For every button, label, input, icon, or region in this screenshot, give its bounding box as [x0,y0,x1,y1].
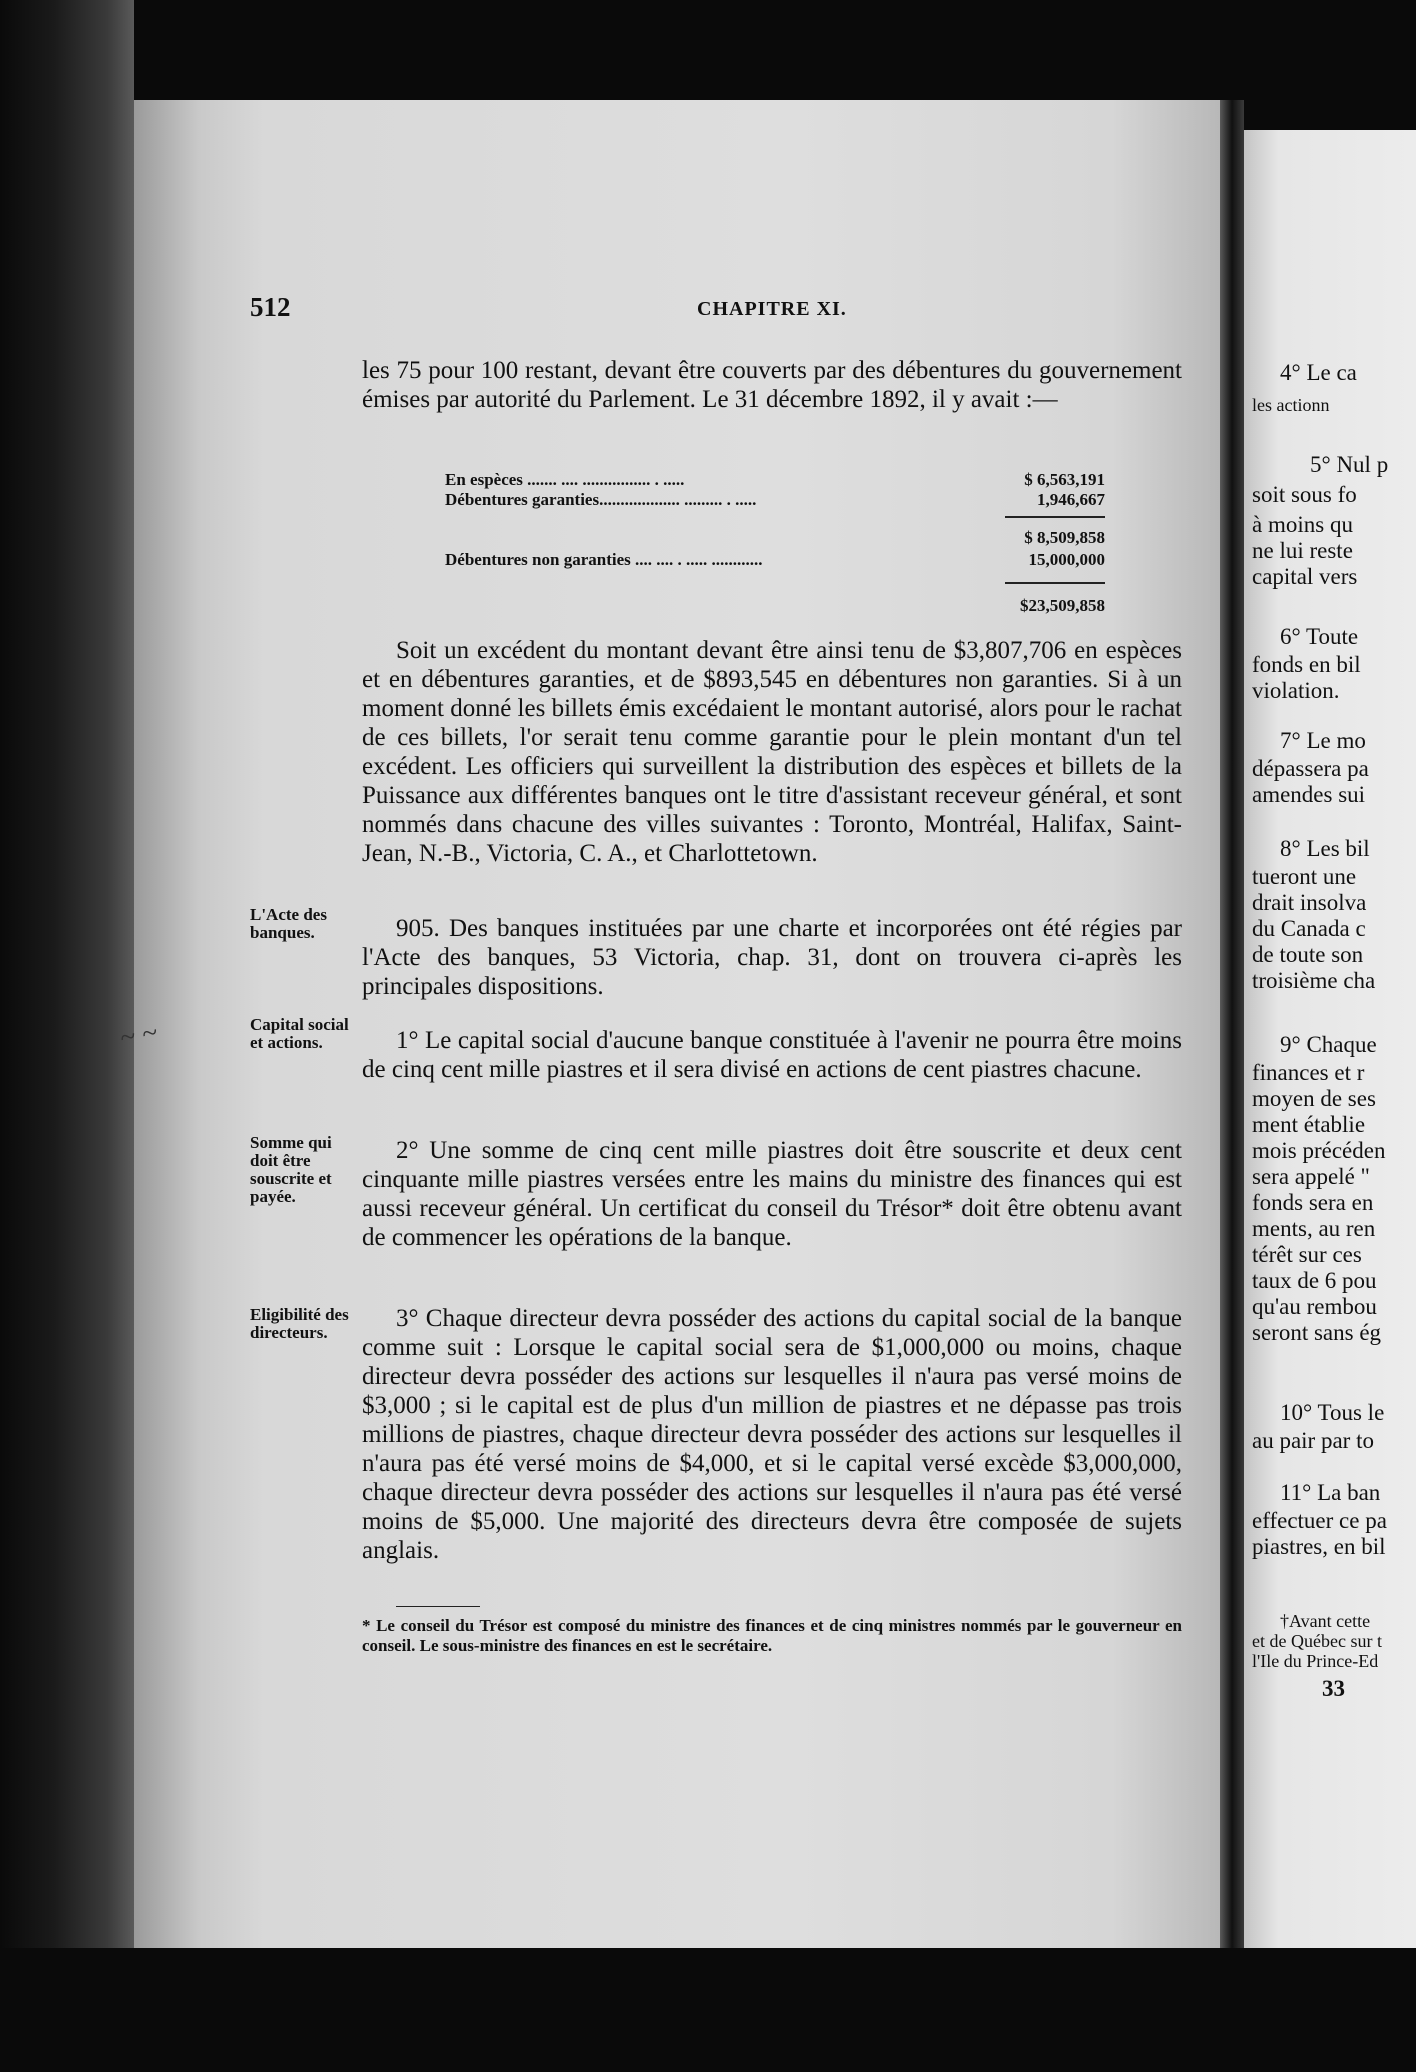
right-line: les actionn [1252,395,1330,415]
margin-note: Eligibilité des directeurs. [250,1305,349,1342]
table-label: Débentures garanties................... ......... . ..... [445,490,757,509]
section-paragraph: 905. Des banques instituées par une charte et incorporées ont été régies par l'Acte des banques, 53 Victoria, chap. 31, dont on trouvera ci-après les principales dispositions. [362,915,1182,1000]
right-line: et de Québec sur t [1252,1631,1382,1651]
table-row [445,550,1105,570]
pencil-mark: ~ ~ [117,1017,160,1055]
right-line: taux de 6 pou [1252,1268,1377,1293]
right-line: soit sous fo [1252,482,1357,507]
right-line: capital vers [1252,564,1358,589]
right-line: 6° Toute [1280,624,1359,649]
table-value: $ 8,509,858 [1024,528,1105,547]
table-row [445,528,1105,548]
right-line: qu'au rembou [1252,1294,1377,1319]
table-total: $23,509,858 [1020,596,1105,615]
table-label: En espèces ....... .... ................ . ..... [445,470,685,489]
table-row [445,470,1105,490]
right-line: seront sans ég [1252,1320,1382,1345]
section-paragraph: 1° Le capital social d'aucune banque constituée à l'avenir ne pourra être moins de cinq cent mille piastres et il sera divisé en actions de cent piastres chacune. [362,1027,1182,1083]
scan-left-edge [0,0,134,2072]
right-line: 7° Le mo [1280,728,1366,753]
table-row [445,596,1105,616]
right-line: ne lui reste [1252,538,1353,563]
right-line: à moins qu [1252,512,1353,537]
footnote: * Le conseil du Trésor est composé du ministre des finances et de cinq ministres nommés par le gouverneur en conseil. Le sous-ministre des finances en est le secrétaire. [362,1616,1182,1655]
table-row [445,490,1105,510]
footnote-rule [396,1606,480,1607]
right-line: mois précéden [1252,1138,1386,1163]
right-line: effectuer ce pa [1252,1508,1387,1533]
excedent-paragraph: Soit un excédent du montant devant être ainsi tenu de $3,807,706 en espèces et en débentures garanties, et de $893,545 en débentures non garanties. Si à un moment donné les billets émis excédaient le montant autorisé, alors pour le rachat de ces billets, l'or serait tenu comme garantie pour le plein montant d'un tel excédent. Les officiers qui surveillent la distribution des espèces et billets de la Puissance aux différentes banques ont le titre d'assistant receveur général, et sont nommés dans chacune des villes suivantes : Toronto, Montréal, Halifax, Saint-Jean, N.-B., Victoria, C. A., et Charlottetown. [362,637,1182,867]
right-line: violation. [1252,678,1340,703]
margin-note: Capital social et actions. [250,1015,349,1052]
right-line: drait insolva [1252,890,1367,915]
right-line: 5° Nul p [1310,452,1389,477]
right-line: sera appelé " [1252,1164,1370,1189]
section-paragraph: 3° Chaque directeur devra posséder des actions du capital social de la banque comme suit : Lorsque le capital social sera de $1,000,000 ou moins, chaque directeur devra posséder des actions sur lesquelles il n'aura pas versé moins de $3,000 ; si le capital est de plus d'un million de piastres et ne dépasse pas trois millions de piastres, chaque directeur devra posséder des actions sur lesquelles il n'aura pas été versé moins de $4,000, et si le capital versé excède $3,000,000, chaque directeur devra posséder des actions sur lesquelles il n'aura pas été versé moins de $5,000. Une majorité des directeurs devra être composée de sujets anglais. [362,1305,1182,1564]
right-line: ment établie [1252,1112,1366,1137]
section-paragraph: 2° Une somme de cinq cent mille piastres doit être souscrite et deux cent cinquante mille piastres versées entre les mains du ministre des finances qui est aussi receveur général. Un certificat du conseil du Trésor* doit être obtenu avant de commencer les opérations de la banque. [362,1137,1182,1251]
right-line: †Avant cette [1280,1611,1371,1631]
table-label: Débentures non garanties .... .... . ..... ............ [445,550,763,569]
table-value: $ 6,563,191 [1024,470,1105,489]
margin-note: L'Acte des banques. [250,905,327,942]
right-line: piastres, en bil [1252,1534,1386,1559]
right-line: du Canada c [1252,916,1366,941]
right-line: fonds en bil [1252,652,1361,677]
sum-rule [1005,516,1105,518]
intro-paragraph: les 75 pour 100 restant, devant être couverts par des débentures du gouvernement émises par autorité du Parlement. Le 31 décembre 1892, il y avait :— [362,357,1182,413]
right-line: au pair par to [1252,1428,1374,1453]
right-line: moyen de ses [1252,1086,1376,1111]
right-line: tueront une [1252,864,1357,889]
right-page-number: 33 [1322,1676,1345,1701]
right-line: 8° Les bil [1280,836,1370,861]
right-line: 4° Le ca [1280,360,1357,385]
right-line: 10° Tous le [1280,1400,1385,1425]
right-line: amendes sui [1252,782,1366,807]
chapter-heading: CHAPITRE XI. [697,298,847,320]
table-value: 1,946,667 [1037,490,1105,509]
right-page [1244,130,1416,1948]
table-value: 15,000,000 [1028,550,1105,569]
right-line: fonds sera en [1252,1190,1374,1215]
margin-note: Somme qui doit être souscrite et payée. [250,1133,332,1206]
right-line: troisième cha [1252,968,1376,993]
right-line: ments, au ren [1252,1216,1376,1241]
right-line: 9° Chaque [1280,1032,1377,1057]
right-line: dépassera pa [1252,756,1369,781]
scan-bottom-edge [0,1948,1416,2072]
right-line: 11° La ban [1280,1480,1381,1505]
page-number: 512 [250,292,291,322]
total-rule [1005,582,1105,584]
book-gutter [1220,100,1244,1948]
right-line: térêt sur ces [1252,1242,1362,1267]
right-line: de toute son [1252,942,1364,967]
right-line: finances et r [1252,1060,1365,1085]
right-line: l'Ile du Prince-Ed [1252,1651,1379,1671]
